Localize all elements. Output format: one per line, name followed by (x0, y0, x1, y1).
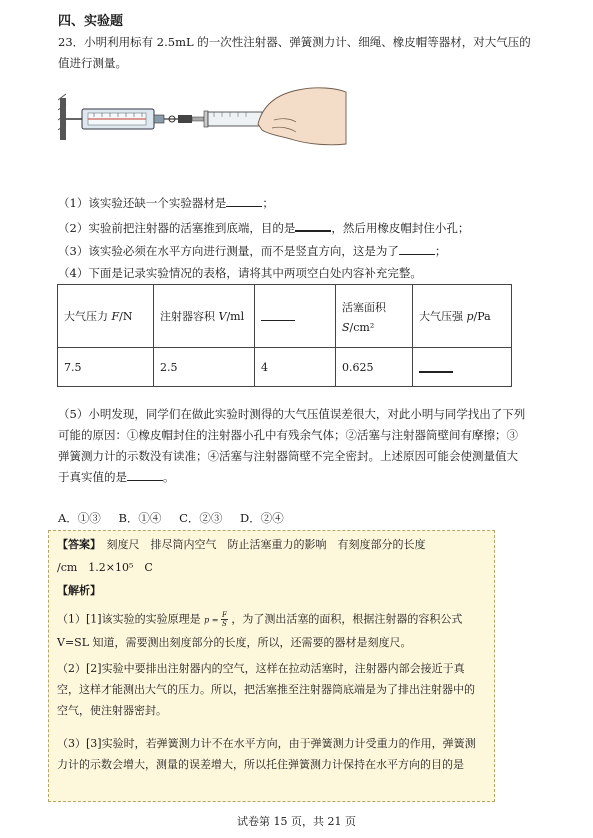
cell-area: 0.625 (336, 348, 413, 387)
table-blank-pressure[interactable] (419, 359, 453, 373)
hand (258, 88, 346, 145)
syringe (178, 111, 270, 127)
header-volume: 注射器容积 V/ml (154, 285, 255, 348)
analysis-1-cont: V=SL 知道，需要测出刻度部分的长度，所以，还需要的器材是刻度尺。 (57, 636, 412, 649)
table-blank-header[interactable] (261, 308, 295, 321)
answer-line-2: /cm 1.2×10⁵ C (57, 561, 153, 574)
sub-question-3: （3）该实验必须在水平方向进行测量，而不是竖直方向，这是为了 ； (58, 244, 447, 258)
formula-fraction: $\frac{F}{S}$ (222, 611, 227, 628)
analysis-2: （2）[2]实验中要排出注射器内的空气，这样在拉动活塞时，注射器内部会接近于真空，这样才能测出大气的压力。所以，把活塞推至注射器筒底端是为了排出注射器中的空气，使注射器密封。 (57, 662, 475, 717)
option-a[interactable]: A．①③ (58, 511, 101, 525)
header-pressure: 大气压强 p/Pa (413, 285, 512, 348)
analysis-label: 【解析】 (57, 584, 101, 597)
header-force: 大气压力 F/N (58, 285, 154, 348)
answer-blank-2[interactable] (295, 218, 331, 232)
cell-volume: 2.5 (154, 348, 255, 387)
answer-blank-3[interactable] (399, 242, 435, 255)
apparatus-figure (58, 84, 348, 154)
option-c[interactable]: C．②③ (179, 511, 223, 525)
header-blank[interactable] (255, 285, 336, 348)
sub-question-5: （5）小明发现，同学们在做此实验时测得的大气压值误差很大，对此小明与同学找出了下列可能的原因：①橡皮帽封住的注射器小孔中有残余气体；②活塞与注射器筒壁间有摩擦；③弹簧测力计的示数没有读准；④活塞与注射器筒壁不完全密封。上述原因可能会使测量值大于真实值的是 。 (58, 407, 526, 484)
answer-blank-5[interactable] (127, 468, 163, 481)
header-area: 活塞面积 S/cm² (336, 285, 413, 348)
analysis-1: （1）[1]该实验的实验原理是 p = $\frac{F}{S}$ ，为了测出活塞的面积，根据注射器的容积公式 (57, 611, 463, 628)
page-footer: 试卷第 15 页，共 21 页 (237, 815, 356, 828)
data-table (57, 284, 512, 387)
table-header-row (58, 285, 512, 348)
section-title: 四、实验题 (58, 14, 124, 29)
table-row (58, 348, 512, 387)
analysis-3: （3）[3]实验时，若弹簧测力计不在水平方向，由于弹簧测力计受重力的作用，弹簧测力计的示数会增大，测量的误差增大，所以托住弹簧测力计保持在水平方向的目的是 (57, 737, 476, 771)
sub-question-1: （1）该实验还缺一个实验器材是 ； (58, 196, 274, 210)
cell-pressure[interactable] (413, 348, 512, 387)
question-intro: 23．小明利用标有 2.5mL 的一次性注射器、弹簧测力计、细绳、橡皮帽等器材，对大气压的值进行测量。 (58, 35, 531, 70)
option-d[interactable]: D．②④ (240, 511, 284, 525)
sub-question-4: （4）下面是记录实验情况的表格，请将其中两项空白处内容补充完整。 (58, 266, 422, 280)
cell-force: 7.5 (58, 348, 154, 387)
spring-scale (82, 109, 164, 129)
answer-line-1: 【答案】 刻度尺 排尽筒内空气 防止活塞重力的影响 有刻度部分的长度 (57, 538, 426, 551)
answer-box (48, 530, 495, 802)
options-row (58, 510, 298, 526)
cell-length: 4 (255, 348, 336, 387)
sub-question-2: （2）实验前把注射器的活塞推到底端，目的是 ，然后用橡皮帽封住小孔； (58, 218, 469, 236)
option-b[interactable]: B．①④ (118, 511, 162, 525)
answer-blank-1[interactable] (226, 194, 262, 207)
